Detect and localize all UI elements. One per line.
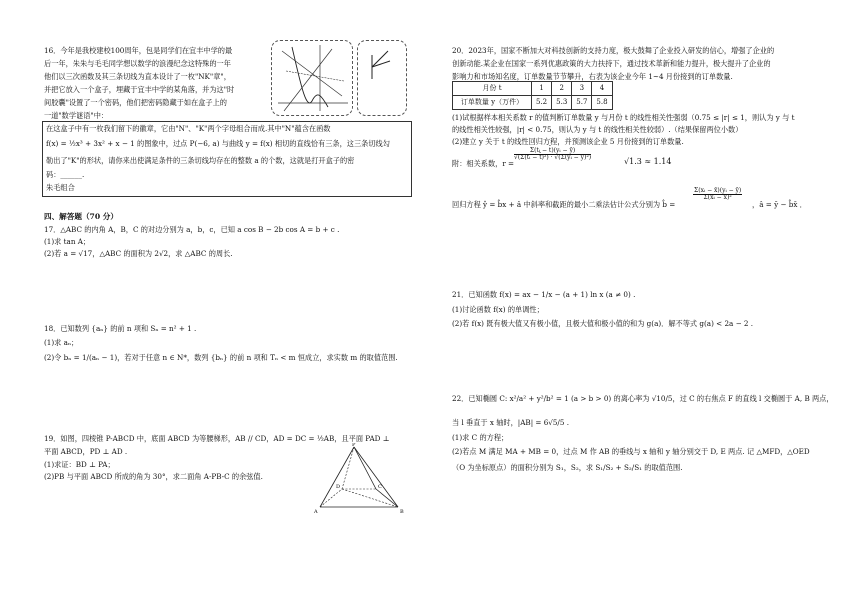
cubic-tangent-graph	[272, 41, 352, 115]
q21-stem: 21．已知函数 f(x) = ax − 1/x − (a + 1) ln x (a ≠ 0) .	[452, 290, 636, 299]
q16-line-3: 他们以三次函数及其三条切线为直本设计了一枚"NK"章"，	[44, 72, 231, 81]
nk-badge-figure	[357, 40, 407, 116]
q20-line-1: 20．2023年，国家不断加大对科技创新的支持力度，极大鼓舞了企业投入研发的信心，增强了企业的	[452, 46, 775, 55]
q22-stem: 22．已知椭圆 C: x²/a² + y²/b² = 1 (a > b > 0) 的离心率为 √10/5，过 C 的右焦点 F 的直线 l 交椭圆于 A, B 两点，	[452, 394, 834, 403]
q19-stem-cont: 平面 ABCD，PD ⊥ AD .	[44, 447, 128, 456]
q22-part1: (1)求 C 的方程；	[452, 433, 509, 442]
q20-line-3: 影响力和市场知名度，订单数量节节攀升，右表为该企业今年 1~4 月份接到的订单数量.	[452, 72, 733, 81]
svg-text:A: A	[314, 509, 318, 515]
riddle-line-3: 勒出了"K"的形状，请你来出使满足条件的三条切线均存在的整数 a 的个数，这就是打开盒子的密	[46, 156, 355, 165]
q20-part2: (2)建立 y 关于 t 的线性回归方程，并预测该企业 5 月份接到的订单数量.	[452, 137, 684, 146]
q22-part2: (2)若点 M 满足 MA + MB = 0，过点 M 作 AB 的垂线与 x 轴和 y 轴分别交于 D, E 两点. 记 △MFD，△OED	[452, 447, 810, 456]
table-cell: 5.7	[572, 96, 592, 110]
q16-line-4: 并把它放入一个盒子，埋藏于宜丰中学的某角落，并为这"时	[44, 85, 235, 94]
table-cell: 月份 t	[453, 82, 532, 96]
riddle-line-4: 码：______.	[46, 170, 85, 179]
table-cell: 4	[592, 82, 612, 96]
svg-text:P: P	[352, 443, 356, 448]
riddle-line-2: f(x) = ½x³ + 3x² + x − 1 的图象中，过点 P(−6, a) 与曲线 y = f(x) 相切的直线恰有三条，这三条切线勾	[46, 139, 390, 148]
svg-text:B: B	[400, 509, 404, 515]
nk-graph-figure	[271, 40, 353, 116]
slope-fraction: $\frac{\text{Σ(xᵢ − x̄)(yᵢ − ȳ)}}{\text{Σ(xᵢ − x̄)²}}$	[694, 187, 742, 202]
section-heading: 四、解答题（70 分）	[44, 212, 118, 221]
q16-line-6: 一道"数学谜语"中：	[44, 111, 109, 120]
table-row	[453, 96, 613, 110]
q20-part1-b: 的线性相关性较强，|r| < 0.75，则认为 y 与 t 的线性相关性较弱）.（结果保留两位小数）	[452, 125, 743, 134]
table-row	[453, 82, 613, 96]
q16-line-1: 16．今年是我校建校100周年，包是同学们在宜丰中学的最	[44, 46, 233, 55]
nk-badge-icon	[358, 41, 406, 115]
table-cell: 订单数量 y（万件）	[453, 96, 532, 110]
regression-text: 回归方程 ŷ = b̂x + â 中斜率和截距的最小二乘法估计公式分别为 b̂ =	[452, 200, 676, 209]
correlation-fraction: $\frac{\text{Σ(tᵢ − t̄)(yᵢ − ȳ)}}{\text{√(Σ(tᵢ − t̄)²) · √(Σ(yᵢ − ȳ)²)}}$	[514, 147, 592, 162]
table-cell: 3	[572, 82, 592, 96]
q21-part1: (1)讨论函数 f(x) 的单调性；	[452, 305, 544, 314]
correlation-label: 附：相关系数，r =	[452, 159, 515, 168]
q18-stem: 18．已知数列 {aₙ} 的前 n 项和 Sₙ = n² + 1 .	[44, 324, 197, 333]
riddle-line-1: 在这盒子中有一枚我们留下的徽章，它由"N"、"K"两个字母组合而成.其中"N"蕴含在函数	[46, 124, 331, 133]
table-cell: 2	[552, 82, 572, 96]
orders-table	[452, 81, 613, 110]
q17-part2: (2)若 a = √17，△ABC 的面积为 2√2，求 △ABC 的周长.	[44, 249, 233, 258]
correlation-formula	[514, 148, 591, 162]
q17-stem: 17．△ABC 的内角 A，B，C 的对边分别为 a，b，c，已知 a cos B − 2b cos A = b + c .	[44, 225, 340, 234]
q17-part1: (1)求 tan A；	[44, 237, 91, 246]
regression-formula	[693, 188, 742, 202]
q19-part2: (2)PB 与平面 ABCD 所成的角为 30°，求二面角 A-PB-C 的余弦值.	[44, 472, 263, 481]
q19-stem: 19．如图，四棱锥 P-ABCD 中，底面 ABCD 为等腰梯形，AB // CD，AD = DC = ½AB，且平面 PAD ⊥	[44, 434, 390, 443]
q16-line-5: 间胶囊"设置了一个密码，他们把密码隐藏于如在盒子上的	[44, 98, 227, 107]
svg-text:D: D	[336, 484, 341, 490]
table-cell: 5.3	[552, 96, 572, 110]
q21-part2: (2)若 f(x) 既有极大值又有极小值，且极大值和极小值的和为 g(a)．解不等式 g(a) < 2a − 2 .	[452, 319, 754, 328]
table-cell: 1	[532, 82, 552, 96]
table-cell: 5.2	[532, 96, 552, 110]
q16-line-2: 后一年，朱朱与毛毛同学想以数学的浪漫纪念这特殊的一年	[44, 59, 231, 68]
q18-part1: (1)求 aₙ；	[44, 338, 79, 347]
riddle-signature: 朱毛组合	[46, 183, 75, 192]
pyramid-figure	[312, 443, 412, 518]
q20-part1-a: (1)试根据样本相关系数 r 的值判断订单数量 y 与月份 t 的线性相关性强弱（0.75 ≤ |r| ≤ 1，则认为 y 与 t	[452, 113, 795, 122]
q18-part2: (2)令 bₙ = 1/(aₙ − 1)，若对于任意 n ∈ N*，数列 {bₙ} 的前 n 项和 Tₙ < m 恒成立，求实数 m 的取值范围.	[44, 353, 398, 362]
q19-part1: (1)求证：BD ⊥ PA；	[44, 460, 115, 469]
svg-text:C: C	[378, 484, 382, 490]
q22-part2-cont: （O 为坐标原点）的面积分别为 S₁，S₂，求 S₁/S₂ + S₂/S₁ 的取值范围.	[452, 463, 683, 472]
table-cell: 5.8	[592, 96, 612, 110]
sqrt-approx: √1.3 ≈ 1.14	[624, 157, 672, 166]
regression-tail: ，â = ȳ − b̂x̄ ．	[752, 200, 807, 209]
q22-stem-cont: 当 l 垂直于 x 轴时，|AB| = 6√5/5 .	[452, 418, 570, 427]
q20-line-2: 创新动能.某企业在国家一系列优惠政策的大力扶持下，通过技术革新和能力提升，极大提升了企业的	[452, 59, 771, 68]
